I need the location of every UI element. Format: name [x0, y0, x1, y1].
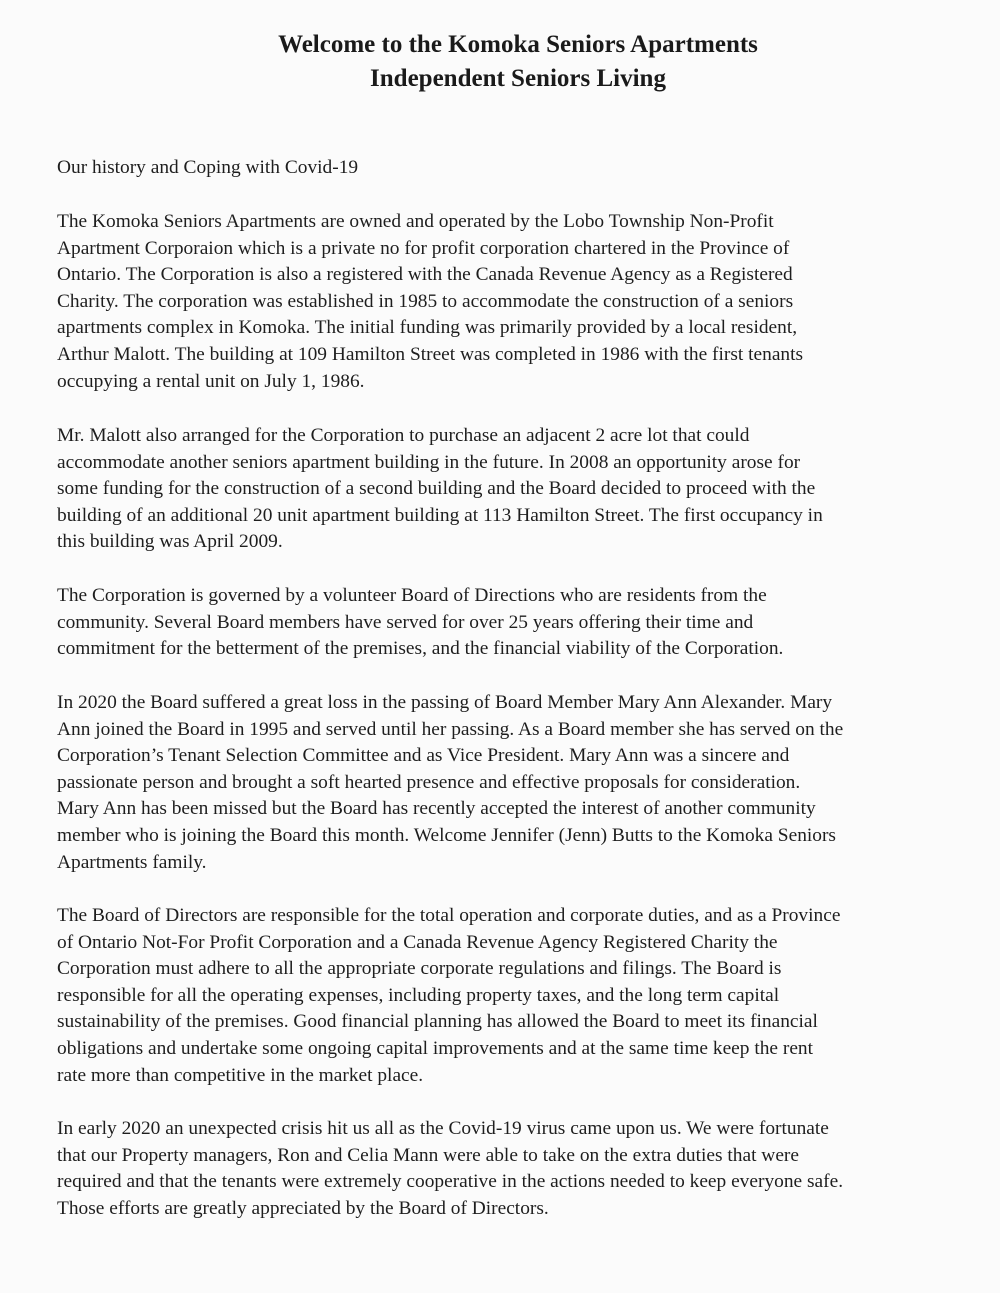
paragraph-line: Corporation’s Tenant Selection Committee and as Vice President. Mary Ann was a sincere and	[57, 745, 790, 767]
paragraph-line: sustainability of the premises. Good financial planning has allowed the Board to meet its financial	[57, 1011, 818, 1033]
document-title: Welcome to the Komoka Seniors Apartments	[278, 31, 758, 58]
paragraph-line: that our Property managers, Ron and Celia Mann were able to take on the extra duties that were	[57, 1144, 799, 1166]
paragraph-line: Mary Ann has been missed but the Board has recently accepted the interest of another community	[57, 798, 816, 820]
paragraph-line: required and that the tenants were extremely cooperative in the actions needed to keep everyone safe.	[57, 1171, 844, 1193]
paragraph-second-building	[57, 423, 969, 556]
paragraph-line: accommodate another seniors apartment building in the future. In 2008 an opportunity arose for	[57, 451, 801, 473]
paragraph-covid	[57, 1116, 969, 1222]
paragraph-line: some funding for the construction of a second building and the Board decided to proceed with the	[57, 478, 816, 500]
paragraph-line: responsible for all the operating expenses, including property taxes, and the long term capital	[57, 984, 780, 1006]
paragraph-line: Those efforts are greatly appreciated by the Board of Directors.	[57, 1197, 549, 1219]
paragraph-line: community. Several Board members have served for over 25 years offering their time and	[57, 611, 754, 633]
paragraph-line: apartments complex in Komoka. The initial funding was primarily provided by a local resident,	[57, 317, 798, 339]
paragraph-board-members	[57, 690, 969, 876]
paragraph-line: of Ontario Not-For Profit Corporation and a Canada Revenue Agency Registered Charity the	[57, 931, 778, 953]
paragraph-responsibilities	[57, 903, 969, 1089]
paragraph-line: Mr. Malott also arranged for the Corporation to purchase an adjacent 2 acre lot that could	[57, 425, 750, 446]
paragraph-line: Apartment Corporaion which is a private no for profit corporation chartered in the Province of	[57, 237, 790, 259]
paragraph-line: obligations and undertake some ongoing capital improvements and at the same time keep the rent	[57, 1037, 814, 1059]
paragraph-line: In early 2020 an unexpected crisis hit us all as the Covid-19 virus came upon us. We were fortunate	[57, 1118, 829, 1139]
paragraph-line: Ann joined the Board in 1995 and served until her passing. As a Board member she has served on the	[57, 718, 844, 740]
paragraph-line: The Komoka Seniors Apartments are owned and operated by the Lobo Township Non-Profit	[57, 211, 774, 232]
paragraph-line: occupying a rental unit on July 1, 1986.	[57, 370, 365, 392]
paragraph-line: Charity. The corporation was established in 1985 to accommodate the construction of a seniors	[57, 290, 794, 312]
paragraph-line: In 2020 the Board suffered a great loss in the passing of Board Member Mary Ann Alexander. Mary	[57, 692, 833, 713]
paragraph-history	[57, 209, 969, 395]
paragraph-line: Ontario. The Corporation is also a registered with the Canada Revenue Agency as a Registered	[57, 264, 793, 286]
paragraph-line: rate more than competitive in the market place.	[57, 1064, 424, 1086]
paragraph-line: member who is joining the Board this month. Welcome Jennifer (Jenn) Butts to the Komoka Seniors	[57, 824, 836, 846]
paragraph-line: The Board of Directors are responsible for the total operation and corporate duties, and as a Province	[57, 905, 841, 926]
paragraph-line: Apartments family.	[57, 851, 207, 873]
document-subtitle: Independent Seniors Living	[370, 65, 666, 92]
paragraph-governance	[57, 583, 969, 663]
paragraph-line: The Corporation is governed by a volunteer Board of Directions who are residents from the	[57, 585, 767, 606]
section-heading: Our history and Coping with Covid-19	[57, 157, 359, 178]
paragraph-line: this building was April 2009.	[57, 531, 283, 553]
paragraph-line: commitment for the betterment of the premises, and the financial viability of the Corporation.	[57, 638, 784, 660]
paragraph-line: building of an additional 20 unit apartment building at 113 Hamilton Street. The first occupancy in	[57, 504, 823, 526]
paragraph-line: passionate person and brought a soft hearted presence and effective proposals for consideration.	[57, 771, 801, 793]
paragraph-line: Corporation must adhere to all the appropriate corporate regulations and filings. The Board is	[57, 958, 782, 980]
paragraph-line: Arthur Malott. The building at 109 Hamilton Street was completed in 1986 with the first tenants	[57, 343, 804, 365]
